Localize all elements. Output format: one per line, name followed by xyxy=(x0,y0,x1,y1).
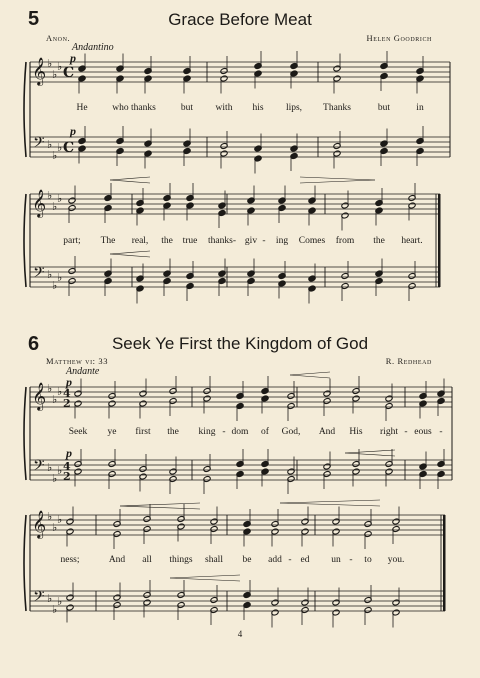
tempo-marking: Andantino xyxy=(72,42,114,53)
lyric-syllable: And xyxy=(108,555,126,565)
flat-sign: ♭ xyxy=(57,595,63,608)
dynamic-treble: p xyxy=(70,51,76,65)
lyric-syllable: his xyxy=(252,103,264,113)
lyric-syllable: first xyxy=(135,427,151,437)
lyric-syllable: right xyxy=(380,427,398,437)
lyric-syllable: dom xyxy=(231,427,249,437)
flat-sign: ♭ xyxy=(52,603,58,616)
dynamic-bass: p xyxy=(70,124,76,138)
flat-sign: ♭ xyxy=(57,513,63,526)
lyric-syllable: the xyxy=(373,236,385,246)
hymn-title: Seek Ye First the Kingdom of God xyxy=(111,334,369,353)
hymn-title: Grace Before Meat xyxy=(168,10,312,29)
lyric-syllable: part; xyxy=(63,236,81,246)
lyric-syllable: but xyxy=(377,103,391,113)
lyric-syllable: of xyxy=(261,427,269,437)
lyric-syllable: His xyxy=(349,427,363,437)
flat-sign: ♭ xyxy=(47,510,53,523)
bass-clef: 𝄢 xyxy=(33,588,45,609)
page-number: 4 xyxy=(237,629,243,639)
decrescendo-line xyxy=(300,177,375,180)
lyric-syllable: with xyxy=(215,103,233,113)
lyric-syllable: ed xyxy=(300,555,310,565)
lyric-syllable: He xyxy=(76,103,88,113)
music-credit: Helen Goodrich xyxy=(366,33,432,43)
flat-sign: ♭ xyxy=(47,138,53,151)
flat-sign: ♭ xyxy=(52,279,58,292)
lyric-syllable: shall xyxy=(205,555,223,565)
flat-sign: ♭ xyxy=(57,192,63,205)
treble-clef: 𝄞 xyxy=(32,510,47,538)
treble-clef: 𝄞 xyxy=(32,189,47,217)
flat-sign: ♭ xyxy=(47,268,53,281)
brace xyxy=(24,515,26,611)
lyric-syllable: who thanks xyxy=(112,103,156,113)
lyric-syllable: - xyxy=(262,236,266,246)
lyric-syllable: - xyxy=(439,427,443,437)
hymn-number: 6 xyxy=(28,333,40,355)
flat-sign: ♭ xyxy=(47,592,53,605)
lyric-syllable: ye xyxy=(107,427,117,437)
words-credit: Matthew vi: 33 xyxy=(46,356,109,366)
flat-sign: ♭ xyxy=(52,521,58,534)
brace xyxy=(24,62,26,157)
hymn-number: 5 xyxy=(28,8,40,30)
words-credit: Anon. xyxy=(46,33,71,43)
lyric-syllable: but xyxy=(180,103,194,113)
lyric-syllable: from xyxy=(335,236,355,246)
lyric-syllable: the xyxy=(161,236,173,246)
time-signature: C xyxy=(63,65,75,81)
crescendo-line xyxy=(345,453,395,456)
time-signature: 2 xyxy=(63,470,71,483)
lyric-syllable: God, xyxy=(281,427,301,437)
lyric-syllable: thanks- xyxy=(208,236,236,246)
lyric-syllable: you. xyxy=(387,555,405,565)
crescendo-line xyxy=(170,578,240,581)
flat-sign: ♭ xyxy=(52,393,58,406)
flat-sign: ♭ xyxy=(57,271,63,284)
flat-sign: ♭ xyxy=(47,57,53,70)
lyric-syllable: all xyxy=(142,555,152,565)
lyric-syllable: add xyxy=(268,555,282,565)
flat-sign: ♭ xyxy=(52,200,58,213)
lyric-syllable: ing xyxy=(275,236,289,246)
flat-sign: ♭ xyxy=(57,60,63,73)
bass-clef: 𝄢 xyxy=(33,457,45,478)
flat-sign: ♭ xyxy=(57,385,63,398)
dynamic-bass: p xyxy=(66,446,72,460)
final-barline xyxy=(438,194,441,287)
crescendo-line xyxy=(170,575,240,578)
brace xyxy=(24,194,26,287)
lyric-syllable: giv xyxy=(244,236,258,246)
flat-sign: ♭ xyxy=(52,472,58,485)
flat-sign: ♭ xyxy=(57,464,63,477)
lyric-syllable: real, xyxy=(131,236,149,246)
lyric-syllable: - xyxy=(349,555,353,565)
decrescendo-line xyxy=(300,180,375,183)
crescendo-line xyxy=(345,450,395,453)
crescendo-line xyxy=(110,180,150,183)
lyric-syllable: ness; xyxy=(60,555,80,565)
lyric-syllable: the xyxy=(167,427,179,437)
lyric-syllable: true xyxy=(182,236,198,246)
crescendo-line xyxy=(110,251,150,254)
lyric-syllable: eous xyxy=(414,427,432,437)
crescendo-line xyxy=(290,372,330,375)
tempo-marking: Andante xyxy=(66,366,100,377)
lyric-syllable: in xyxy=(416,103,424,113)
crescendo-line xyxy=(290,375,330,378)
treble-clef: 𝄞 xyxy=(32,57,47,85)
lyric-syllable: to xyxy=(364,555,372,565)
flat-sign: ♭ xyxy=(47,461,53,474)
dynamic-treble: p xyxy=(66,375,72,389)
lyric-syllable: The xyxy=(100,236,116,246)
lyric-syllable: king xyxy=(198,427,216,437)
crescendo-line xyxy=(280,500,380,503)
crescendo-line xyxy=(110,254,150,257)
final-barline xyxy=(443,515,446,611)
brace xyxy=(24,387,26,480)
lyric-syllable: - xyxy=(222,427,226,437)
lyric-syllable: things xyxy=(169,555,193,565)
crescendo-line xyxy=(120,506,200,509)
lyric-syllable: be xyxy=(242,555,252,565)
bass-clef: 𝄢 xyxy=(33,134,45,155)
lyric-syllable: lips, xyxy=(285,103,303,113)
lyric-syllable: Thanks xyxy=(323,103,351,113)
lyric-syllable: un xyxy=(331,555,341,565)
flat-sign: ♭ xyxy=(47,382,53,395)
time-signature: C xyxy=(63,140,75,156)
crescendo-line xyxy=(110,177,150,180)
flat-sign: ♭ xyxy=(52,149,58,162)
crescendo-line xyxy=(120,503,200,506)
treble-clef: 𝄞 xyxy=(32,382,47,410)
flat-sign: ♭ xyxy=(47,189,53,202)
lyric-syllable: - xyxy=(288,555,292,565)
lyric-syllable: Comes xyxy=(298,236,326,246)
time-signature: 4 xyxy=(63,460,71,473)
lyric-syllable: heart. xyxy=(401,236,423,246)
flat-sign: ♭ xyxy=(52,68,58,81)
lyric-syllable: - xyxy=(404,427,408,437)
flat-sign: ♭ xyxy=(57,141,63,154)
lyric-syllable: Seek xyxy=(68,427,88,437)
music-credit: R. Redhead xyxy=(385,356,432,366)
time-signature: 4 xyxy=(63,387,71,400)
time-signature: 2 xyxy=(63,397,71,410)
bass-clef: 𝄢 xyxy=(33,264,45,285)
lyric-syllable: And xyxy=(318,427,336,437)
crescendo-line xyxy=(280,503,380,506)
